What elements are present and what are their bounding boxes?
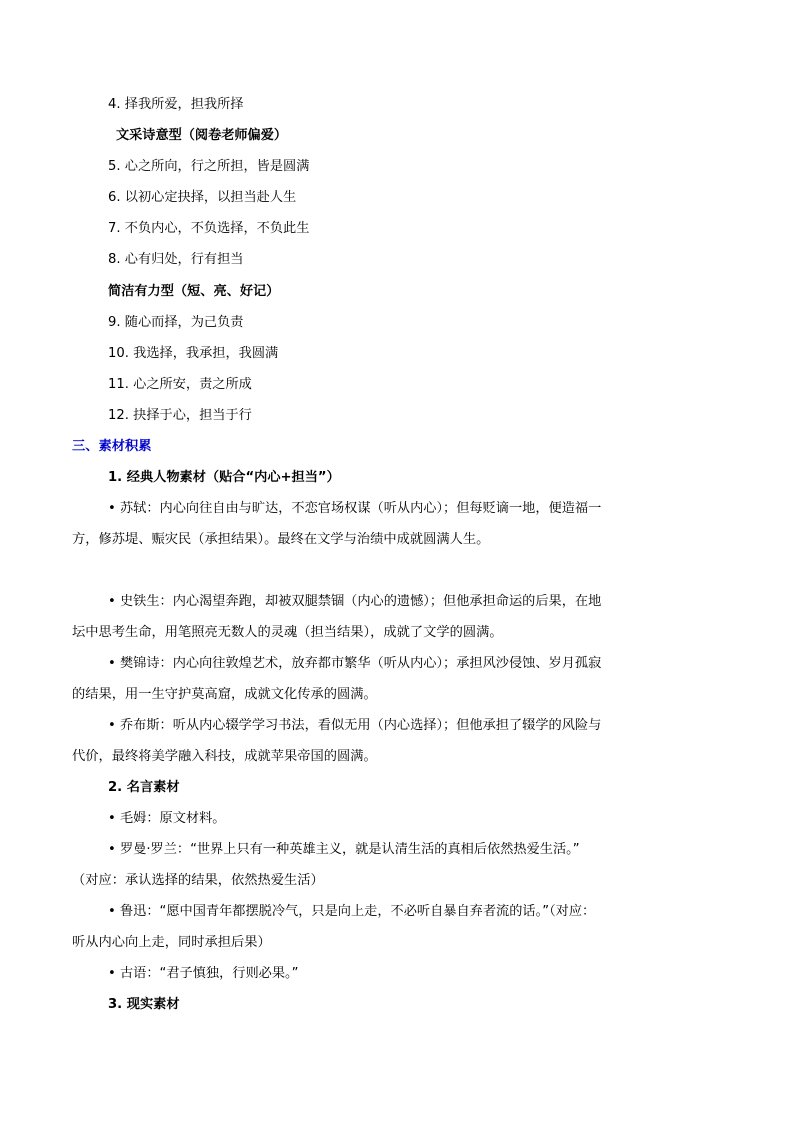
paragraph-jobs-line-1: • 乔布斯：听从内心辍学学习书法，看似无用（内心选择）；但他承担了辍学的风险与: [108, 718, 602, 733]
subheading-literary-type: 文采诗意型（阅卷老师偏爱）: [116, 128, 288, 143]
motto-item-6: 6. 以初心定抉择，以担当赴人生: [108, 190, 297, 205]
motto-item-11: 11. 心之所安，责之所成: [108, 377, 252, 392]
paragraph-su-shi-line-1: • 苏轼：内心向往自由与旷达，不恋官场权谋（听从内心）；但每贬谪一地，便造福一: [108, 501, 602, 516]
quote-lu-xun-line-2: 听从内心向上走，同时承担后果）: [72, 935, 271, 950]
paragraph-shi-tiesheng-line-2: 坛中思考生命，用笔照亮无数人的灵魂（担当结果），成就了文学的圆满。: [72, 625, 503, 640]
paragraph-jobs-line-2: 代价，最终将美学融入科技，成就苹果帝国的圆满。: [72, 749, 377, 764]
subheading-real-materials: 3. 现实素材: [108, 997, 180, 1012]
subheading-concise-type: 简洁有力型（短、亮、好记）: [108, 284, 280, 299]
motto-item-4: 4. 择我所爱，担我所择: [108, 97, 244, 112]
quote-lu-xun-line-1: • 鲁迅：“愿中国青年都摆脱冷气，只是向上走，不必听自暴自弃者流的话。”（对应：: [108, 904, 596, 919]
motto-item-10: 10. 我选择，我承担，我圆满: [108, 346, 279, 361]
quote-romain-rolland-line-1: • 罗曼·罗兰：“世界上只有一种英雄主义，就是认清生活的真相后依然热爱生活。”: [108, 842, 580, 857]
subheading-quotes: 2. 名言素材: [108, 780, 180, 795]
quote-romain-rolland-line-2: （对应：承认选择的结果，依然热爱生活）: [72, 873, 324, 888]
motto-item-12: 12. 抉择于心，担当于行: [108, 408, 252, 423]
motto-item-5: 5. 心之所向，行之所担，皆是圆满: [108, 159, 310, 174]
motto-item-9: 9. 随心而择，为己负责: [108, 315, 244, 330]
paragraph-fan-jinshi-line-1: • 樊锦诗：内心向往敦煌艺术，放弃都市繁华（听从内心）；承担风沙侵蚀、岁月孤寂: [108, 656, 602, 671]
quote-maugham: • 毛姆：原文材料。: [108, 811, 226, 826]
subheading-classic-figures: 1. 经典人物素材（贴合“内心+担当”）: [108, 470, 340, 485]
section-heading-materials: 三、素材积累: [72, 439, 152, 454]
paragraph-shi-tiesheng-line-1: • 史铁生：内心渴望奔跑，却被双腿禁锢（内心的遗憾）；但他承担命运的后果，在地: [108, 594, 602, 609]
motto-item-8: 8. 心有归处，行有担当: [108, 252, 244, 267]
quote-ancient-saying: • 古语：“君子慎独，行则必果。”: [108, 966, 299, 981]
paragraph-fan-jinshi-line-2: 的结果，用一生守护莫高窟，成就文化传承的圆满。: [72, 687, 377, 702]
paragraph-su-shi-line-2: 方，修苏堤、赈灾民（承担结果）。最终在文学与治绩中成就圆满人生。: [72, 532, 490, 547]
motto-item-7: 7. 不负内心，不负选择，不负此生: [108, 221, 310, 236]
